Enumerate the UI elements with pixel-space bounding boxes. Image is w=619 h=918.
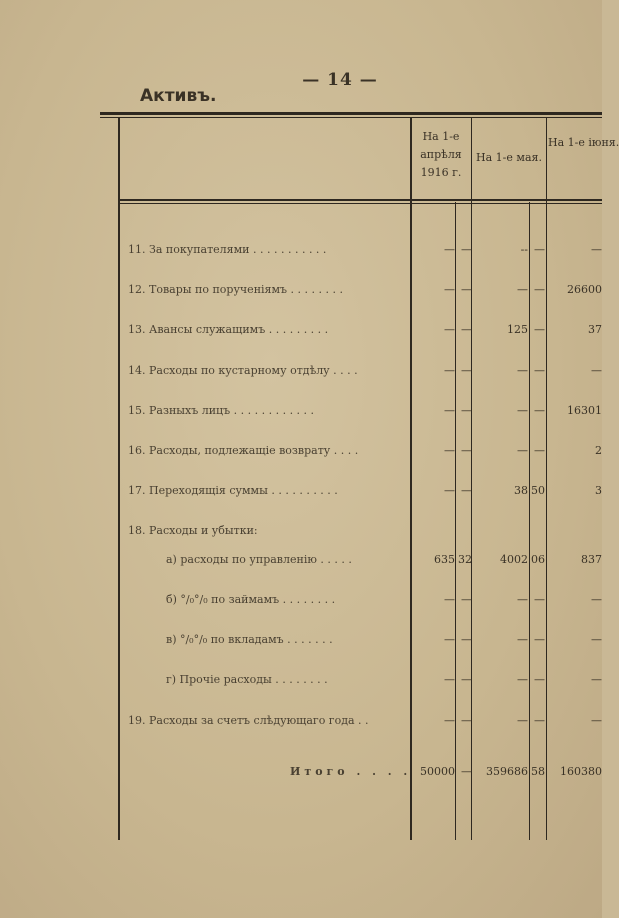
row-label: 14. Расходы по кустарному отдѣлу . . . . xyxy=(128,364,358,377)
row-value-c2k: — xyxy=(534,444,545,457)
row-label: 18. Расходы и убытки: xyxy=(128,524,258,537)
row-label: 17. Переходящія суммы . . . . . . . . . . xyxy=(128,484,338,497)
row-value-c1: — xyxy=(444,364,455,377)
row-value-c2: — xyxy=(517,633,528,646)
row-label: 13. Авансы служащимъ . . . . . . . . . xyxy=(128,323,329,336)
row-value-c2k: — xyxy=(534,283,545,296)
column-divider xyxy=(410,117,412,840)
column-divider xyxy=(546,117,547,840)
row-value-c1: — xyxy=(444,243,455,256)
row-label: 16. Расходы, подлежащіе возврату . . . . xyxy=(128,444,359,457)
row-value-c1k: — xyxy=(461,484,472,497)
row-value-c1: — xyxy=(444,593,455,606)
row-value-c1k: — xyxy=(461,243,472,256)
row-value-c3: — xyxy=(591,714,602,727)
row-value-c1k: 32 xyxy=(458,553,472,566)
row-value-c1: — xyxy=(444,323,455,336)
row-value-c2k: — xyxy=(534,633,545,646)
column-header-june: На 1-е іюня. xyxy=(548,136,619,149)
total-june: 160380 xyxy=(560,765,602,778)
row-value-c1: — xyxy=(444,283,455,296)
row-label: 11. За покупателями . . . . . . . . . . . xyxy=(128,243,327,256)
row-value-c2: 38 xyxy=(514,484,528,497)
table-top-rule-thin xyxy=(100,117,602,118)
row-value-c3: 37 xyxy=(588,323,602,336)
page-heading: Активъ. xyxy=(140,86,217,106)
page-number: — 14 — xyxy=(302,70,378,90)
row-value-c1k: — xyxy=(461,444,472,457)
row-value-c2k: — xyxy=(534,323,545,336)
column-header-may: На 1-е мая. xyxy=(476,151,542,164)
row-value-c1: — xyxy=(444,404,455,417)
row-value-c2: — xyxy=(517,364,528,377)
row-value-c1: — xyxy=(444,633,455,646)
row-value-c2: — xyxy=(517,404,528,417)
row-value-c3: — xyxy=(591,364,602,377)
row-value-c3: — xyxy=(591,243,602,256)
row-value-c2: — xyxy=(517,444,528,457)
row-value-c3: — xyxy=(591,593,602,606)
row-value-c2k: — xyxy=(534,673,545,686)
row-value-c3: — xyxy=(591,673,602,686)
total-may-kopecks: 58 xyxy=(531,765,545,778)
row-value-c3: 837 xyxy=(581,553,602,566)
row-value-c2k: 06 xyxy=(531,553,545,566)
row-value-c2: — xyxy=(517,673,528,686)
total-may: 359686 xyxy=(486,765,528,778)
row-value-c3: 2 xyxy=(595,444,602,457)
row-value-c2: -- xyxy=(520,243,528,256)
row-label: б) °/₀°/₀ по займамъ . . . . . . . . xyxy=(166,593,336,606)
row-value-c1: — xyxy=(444,673,455,686)
kopeck-divider xyxy=(529,202,530,840)
row-value-c3: — xyxy=(591,633,602,646)
row-value-c2: 125 xyxy=(507,323,528,336)
row-value-c2k: — xyxy=(534,593,545,606)
row-label: а) расходы по управленію . . . . . xyxy=(166,553,352,566)
table-left-border xyxy=(118,117,120,840)
row-value-c1: — xyxy=(444,714,455,727)
total-label: Итого . . . . xyxy=(290,765,412,778)
column-header-april: На 1-е апрѣля 1916 г. xyxy=(420,130,462,179)
row-value-c2k: — xyxy=(534,714,545,727)
row-value-c1k: — xyxy=(461,323,472,336)
kopeck-divider xyxy=(455,202,456,840)
row-value-c1k: — xyxy=(461,714,472,727)
row-value-c2: — xyxy=(517,593,528,606)
row-label: 15. Разныхъ лицъ . . . . . . . . . . . . xyxy=(128,404,315,417)
row-value-c1: — xyxy=(444,484,455,497)
row-value-c2: 4002 xyxy=(500,553,528,566)
row-value-c2k: — xyxy=(534,364,545,377)
row-value-c2k: — xyxy=(534,404,545,417)
row-value-c1k: — xyxy=(461,633,472,646)
row-label: 19. Расходы за счетъ слѣдующаго года . . xyxy=(128,714,369,727)
header-bottom-rule xyxy=(118,199,602,201)
row-value-c1: 635 xyxy=(434,553,455,566)
header-bottom-rule-thin xyxy=(118,203,602,204)
row-value-c2: — xyxy=(517,283,528,296)
row-label: 12. Товары по порученіямъ . . . . . . . . xyxy=(128,283,343,296)
total-april-kopecks: — xyxy=(461,765,472,778)
row-value-c2k: 50 xyxy=(531,484,545,497)
row-value-c1k: — xyxy=(461,593,472,606)
row-value-c3: 26600 xyxy=(567,283,602,296)
row-value-c1k: — xyxy=(461,364,472,377)
row-value-c3: 3 xyxy=(595,484,602,497)
table-top-rule xyxy=(100,112,602,115)
row-label: в) °/₀°/₀ по вкладамъ . . . . . . . xyxy=(166,633,333,646)
row-label: г) Прочіе расходы . . . . . . . . xyxy=(166,673,328,686)
total-april: 50000 xyxy=(420,765,455,778)
row-value-c1k: — xyxy=(461,673,472,686)
row-value-c3: 16301 xyxy=(567,404,602,417)
row-value-c1: — xyxy=(444,444,455,457)
row-value-c1k: — xyxy=(461,404,472,417)
row-value-c2: — xyxy=(517,714,528,727)
row-value-c2k: — xyxy=(534,243,545,256)
column-divider xyxy=(471,117,472,840)
row-value-c1k: — xyxy=(461,283,472,296)
